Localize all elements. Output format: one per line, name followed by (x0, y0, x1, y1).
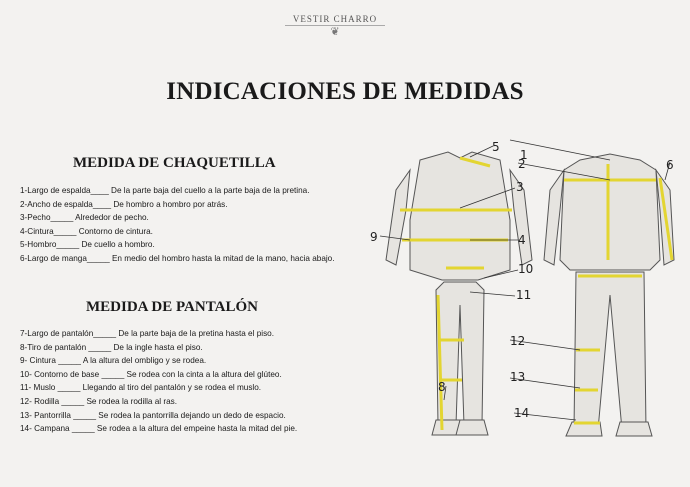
list-item: 8-Tiro de pantalón _____ De la ingle hasta el piso. (20, 342, 203, 352)
label-4: 4 (518, 233, 526, 247)
pants-measurements-list (20, 327, 297, 436)
label-11: 11 (516, 288, 532, 302)
brand-logo (270, 14, 400, 38)
list-item: 2-Ancho de espalda____ De hombro a hombro por atrás. (20, 199, 228, 209)
label-6: 6 (666, 158, 674, 172)
list-item: 11- Muslo _____ Llegando al tiro del pantalón y se rodea el muslo. (20, 383, 262, 393)
front-right-boot (456, 420, 488, 435)
list-item: 10- Contorno de base _____ Se rodea con la cinta a la altura del glúteo. (20, 369, 282, 379)
label-2: 2 (518, 157, 526, 171)
suit-diagram (360, 130, 690, 455)
list-item: 14- Campana _____ Se rodea a la altura del empeine hasta la mitad del pie. (20, 424, 298, 434)
logo-text: VESTIR CHARRO (292, 14, 378, 24)
label-3: 3 (516, 180, 524, 194)
label-13: 13 (510, 370, 526, 384)
label-9: 9 (370, 230, 378, 244)
list-item: 13- Pantorrilla _____ Se rodea la pantorrilla dejando un dedo de espacio. (20, 410, 286, 420)
label-14: 14 (514, 406, 530, 420)
list-item: 3-Pecho_____ Alrededor de pecho. (20, 213, 149, 223)
front-pants-shape (436, 282, 484, 425)
label-10: 10 (518, 262, 534, 276)
list-item: 6-Largo de manga_____ En medio del hombro hasta la mitad de la mano, hacia abajo. (20, 253, 335, 263)
jacket-section-title: MEDIDA DE CHAQUETILLA (73, 155, 276, 171)
list-item: 1-Largo de espalda____ De la parte baja del cuello a la parte baja de la pretina. (20, 186, 310, 195)
front-left-sleeve (386, 170, 410, 265)
list-item: 12- Rodilla _____ Se rodea la rodilla al ras. (20, 396, 178, 406)
label-5: 5 (492, 140, 500, 154)
back-right-boot (616, 422, 652, 436)
list-item: 7-Largo de pantalón_____ De la parte baja de la pretina hasta el piso. (20, 329, 274, 338)
ornament-icon: ❦ (330, 25, 340, 38)
front-jacket-shape (410, 152, 510, 280)
label-8: 8 (438, 380, 446, 394)
label-12: 12 (510, 334, 526, 348)
list-item: 9- Cintura _____ A la altura del ombligo y se rodea. (20, 356, 207, 366)
pants-section-title: MEDIDA DE PANTALÓN (86, 299, 258, 315)
label-1: 1 (520, 148, 528, 162)
back-jacket-shape (560, 154, 660, 270)
list-item: 4-Cintura_____ Contorno de cintura. (20, 226, 153, 236)
jacket-measurements-list (20, 184, 335, 266)
page-title: INDICACIONES DE MEDIDAS (166, 78, 524, 105)
list-item: 5-Hombro_____ De cuello a hombro. (20, 240, 155, 250)
